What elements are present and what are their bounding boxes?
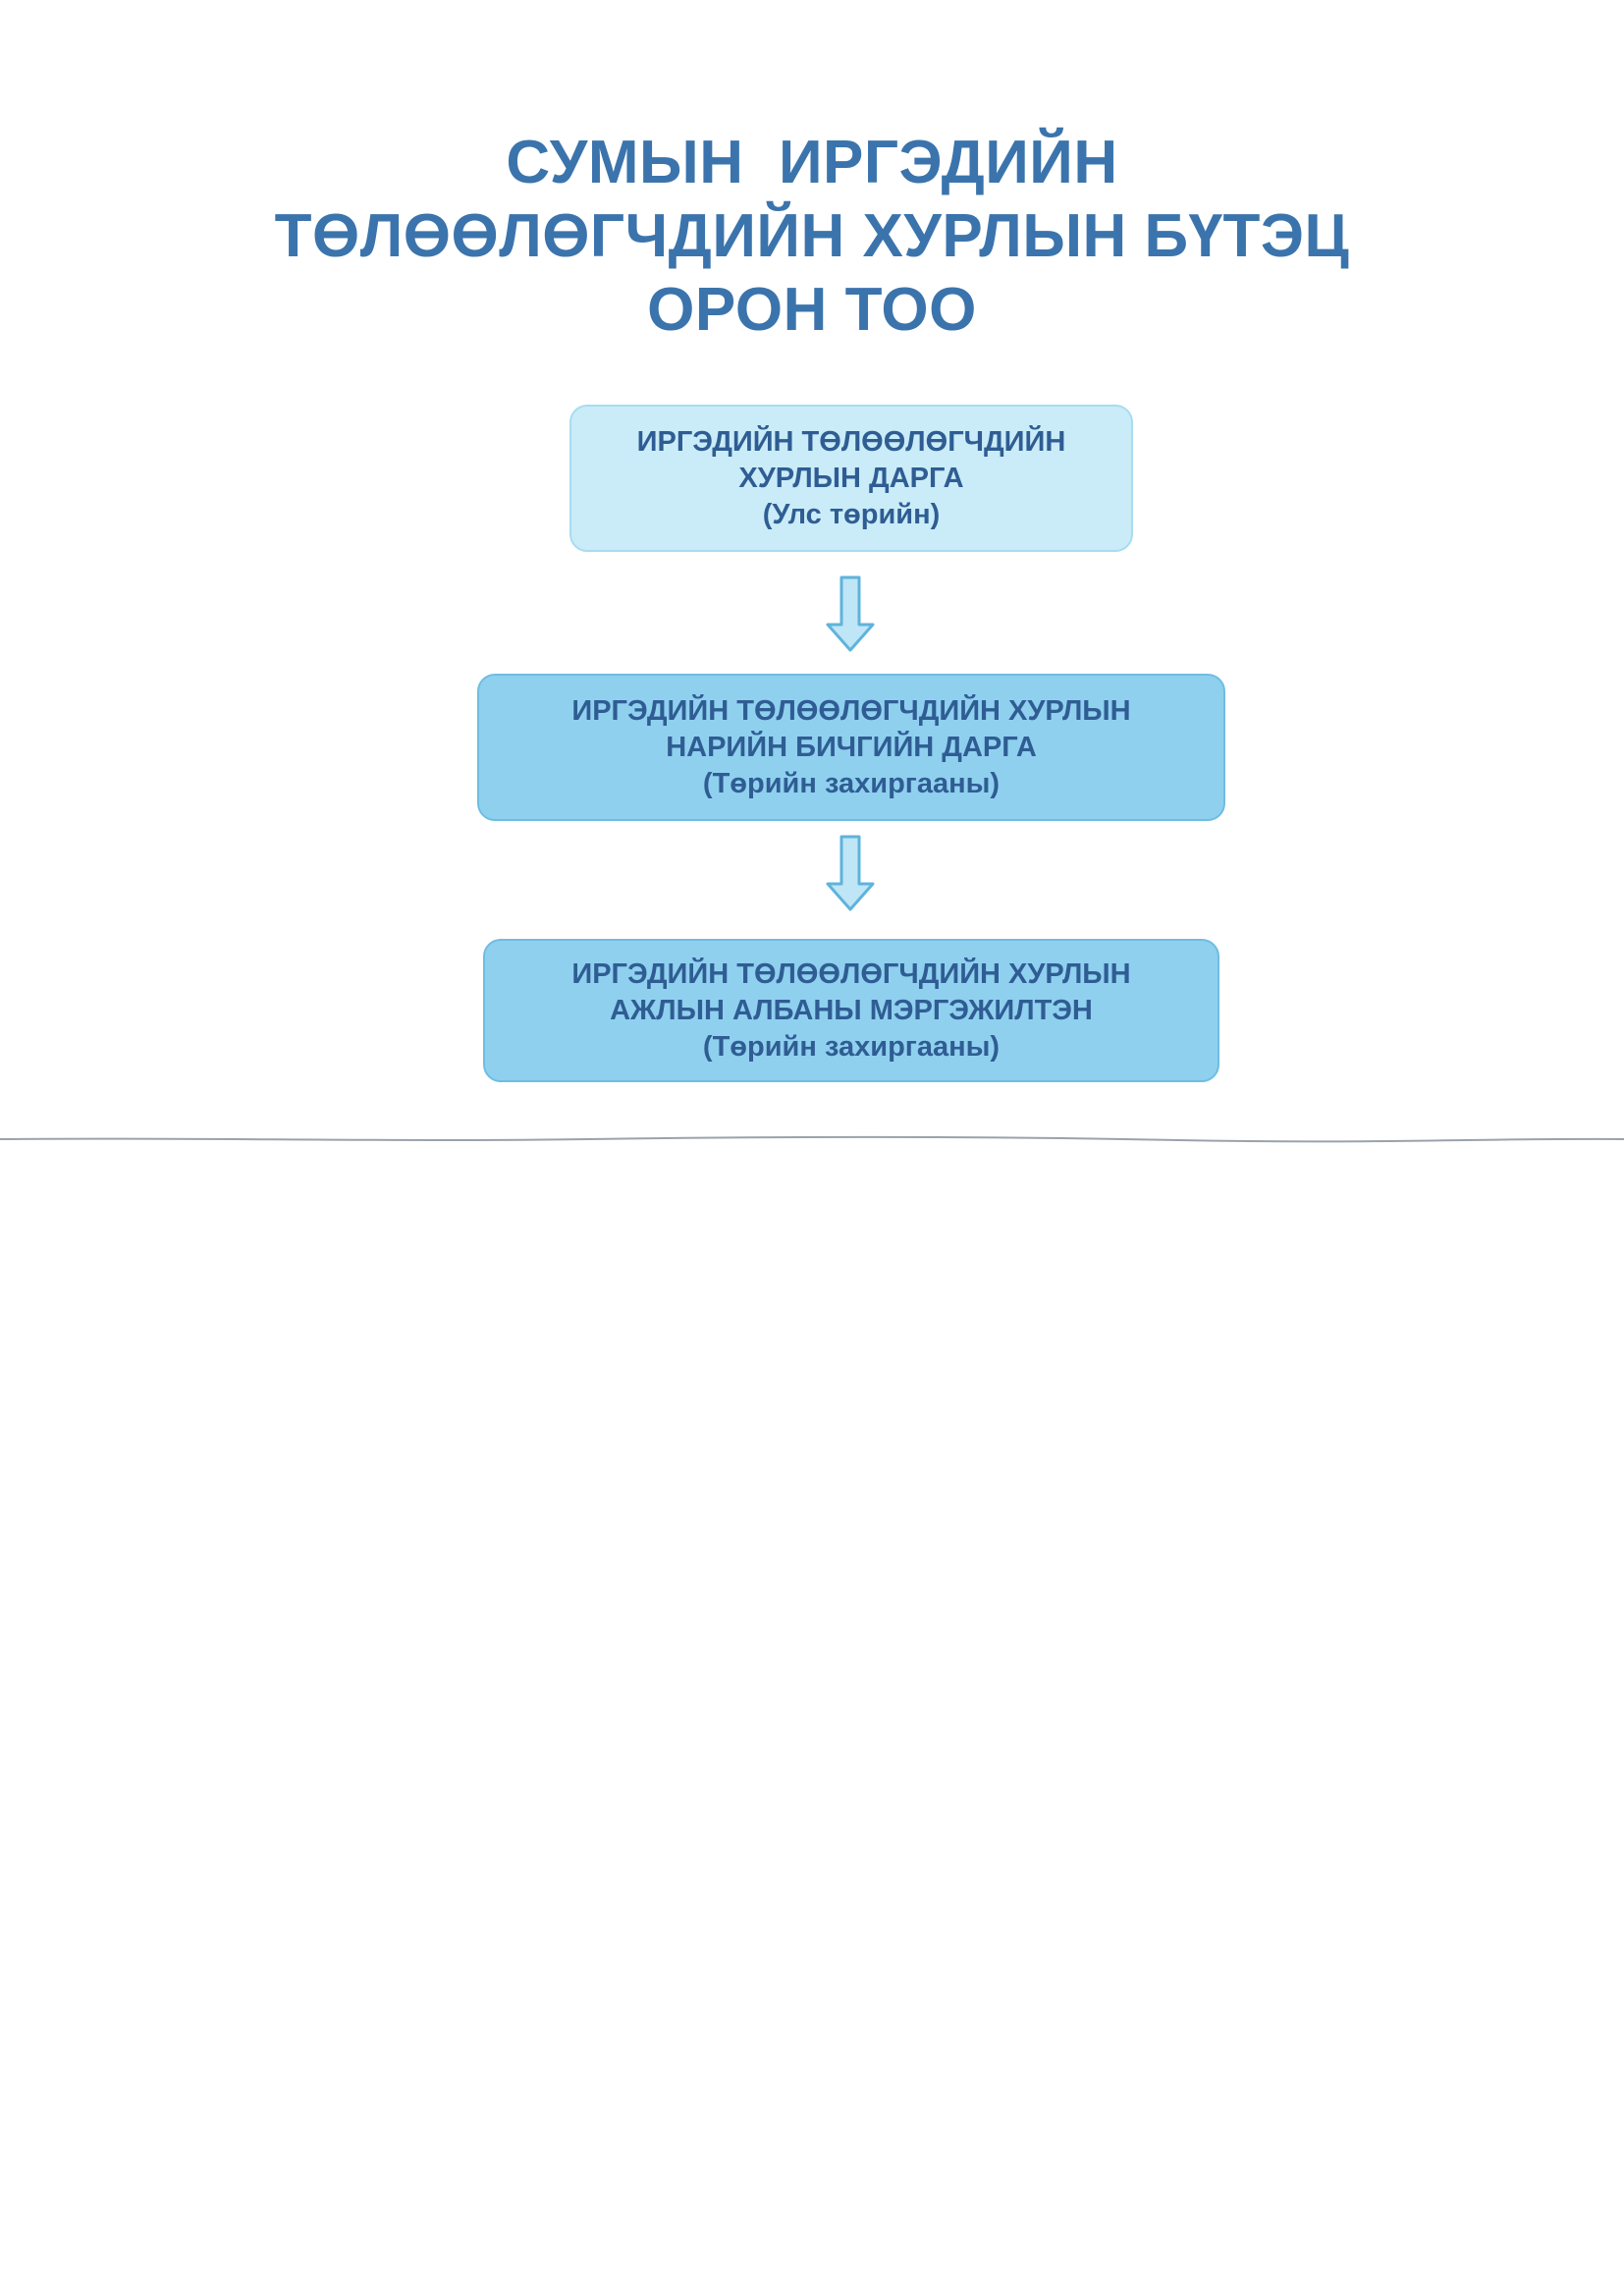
down-arrow-icon [821, 575, 880, 654]
node-council-chair-line-1: ИРГЭДИЙН ТӨЛӨӨЛӨГЧДИЙН [636, 425, 1066, 458]
node-secretary-line-1: ИРГЭДИЙН ТӨЛӨӨЛӨГЧДИЙН ХУРЛЫН [571, 694, 1131, 727]
node-office-specialist-line-1: ИРГЭДИЙН ТӨЛӨӨЛӨГЧДИЙН ХУРЛЫН [571, 957, 1131, 990]
paper-fold-line [0, 1129, 1624, 1149]
node-council-chair-line-2: ХУРЛЫН ДАРГА [738, 462, 964, 494]
node-office-specialist [483, 939, 1219, 1082]
title-line-2: ТӨЛӨӨЛӨГЧДИЙН ХУРЛЫН БҮТЭЦ [274, 202, 1350, 270]
node-office-specialist-line-3: (Төрийн захиргааны) [702, 1030, 1001, 1063]
title-line-3: ОРОН ТОО [647, 276, 977, 344]
node-council-chair [569, 405, 1133, 552]
node-office-specialist-line-2: АЖЛЫН АЛБАНЫ МЭРГЭЖИЛТЭН [610, 994, 1093, 1026]
node-council-chair-line-3: (Улс төрийн) [762, 498, 941, 530]
node-secretary [477, 674, 1225, 821]
node-secretary-line-2: НАРИЙН БИЧГИЙН ДАРГА [666, 731, 1037, 763]
diagram-title [0, 126, 1624, 347]
title-line-1: СУМЫН ИРГЭДИЙН [506, 129, 1118, 196]
node-secretary-line-3: (Төрийн захиргааны) [702, 767, 1001, 799]
down-arrow-icon [821, 835, 880, 913]
